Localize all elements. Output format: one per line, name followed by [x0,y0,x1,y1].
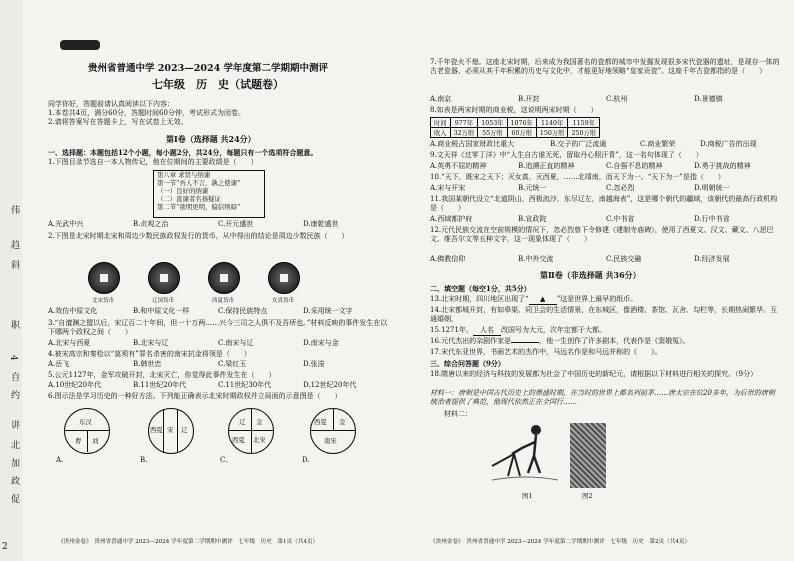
region-label: 辽 [239,418,246,426]
region-label: 南宋 [324,437,337,445]
q11-option-c: C.中书省 [606,215,635,223]
question-10: 10.“天下，既宋之天下；灭女真，灭西夏，……北靖南，而天下为一。“天下为一”是指（ ） [430,173,725,181]
q4-option-b: B.韩世忠 [133,360,162,368]
diagram-letter: B. [140,456,148,464]
question-7: 7.千年瓷火不熄。这座北宋时期，后来成为我国著名的瓷都的城市中发掘发现很多宋代瓷器的遗址，是现存一体的古老瓷器，必须从其千年积累的历史与文化中，才能更好地领略“皇家贡瓷”。这座千年古瓷都指的是（ ） [430,58,780,75]
q2-option-d: D.采用统一文字 [303,307,353,315]
q1-option-d: D.康乾盛世 [303,220,339,228]
answer-blank[interactable]: ▲ [529,295,557,305]
region-label: 宋 [167,426,174,434]
q3-option-a: A.北宋与西夏 [48,339,91,347]
region-label: 西夏 [150,426,163,434]
notice-line: 2.请将答案写在答题卡上，写在试卷上无效。 [48,118,188,126]
contents-line: 第八章 求贤与纳谏 [157,171,211,179]
divider-line [333,409,334,431]
fill-13-text: ”这是世界上最早的纸币。 [556,295,638,303]
subject-title: 七年级 历 史（试题卷） [152,78,284,91]
edge-char: 斜 [9,260,19,269]
fill-16-text: ，他一生创作了许多剧本，代表作是《窦娥冤》。 [539,337,690,345]
fill-15-text: 改国号为大元，次年定都于大都。 [500,326,606,334]
table-header-cell: 1140年 [536,118,568,128]
q7-option-b: B.开封 [518,95,540,103]
divider-line [177,409,178,453]
coin-label: 西夏货币 [211,298,234,304]
coin-label: 辽国货币 [151,298,174,304]
section3-title: 三、综合问答题（9分） [430,359,505,368]
region-label: 北宋 [253,436,266,444]
table-row [431,128,600,138]
q9-option-b: B.追溯正直的精神 [518,162,575,170]
region-label: 辽 [181,426,188,434]
q11-option-d: D.行中书省 [694,215,730,223]
fill-17: 17.宋代东亚世界，书画艺术的杰作中，马远名作是和马远并称的《 》。 [430,348,662,356]
table-header-cell: 时间 [431,118,451,128]
fill-14: 14.北宋都城开封，有如皋渠、同卫会的生活情景，在东城区，像酒楼、茶馆、瓦舍、勾栏等，长期热闹繁华。互通婚姻， [430,306,778,323]
material-1: 材料一：唐朝是中国古代历史上的鼎盛时期，在当时的世界上都名列前茅……唐太宗在位20多年，为后世的唐朝统治者提供了典范，他现代依然正在全国行…… [430,389,775,406]
coin-image [268,262,300,294]
school-seal [60,40,100,50]
q12-option-c: C.民族交融 [606,255,642,263]
part1-title: 第Ⅰ卷（选择题 共24分） [166,134,256,144]
q4-option-d: D.张浚 [303,360,325,368]
part2-title: 第Ⅱ卷（非选择题 共36分） [540,270,641,280]
table-cell: 55万缗 [478,128,507,138]
question-5: 5.公元1127年，金军攻破开封，北宋灭亡，你觉得此事件发生在（ ） [48,371,276,379]
figure-2-image [570,423,606,488]
q10-option-b: B.元统一 [518,184,547,192]
table-cell: 250万缗 [568,128,600,138]
q9-option-a: A.英勇不屈的精神 [430,162,487,170]
contents-line: （一）良好的纳谏 [157,187,209,195]
tax-table [430,117,600,138]
q11-option-b: B.宣政院 [518,215,547,223]
q5-option-a: A.10世纪20年代 [48,381,102,389]
exam-page-1 [48,40,393,545]
q5-option-c: C.11世纪30年代 [218,381,272,389]
divider-line [251,409,252,453]
exam-page-2 [430,18,780,545]
q8-option-d: D.商税广告的出现 [700,140,757,148]
region-label: 曹 [75,437,82,445]
answer-blank[interactable] [511,342,539,343]
region-label: 西夏 [232,436,245,444]
q1-option-a: A.光武中兴 [48,220,84,228]
q8-option-a: A.商业税占国家财政比重大 [430,140,515,148]
q10-option-d: D.明朝统一 [694,184,730,192]
q2-option-c: C.保持民族特点 [218,307,268,315]
contents-line: 第一节“吾人不言，孰之使谏” [157,179,241,187]
question-12: 12.元代民族交流在空前规模的情况下，忽必烈曾下令修建《建制寺庙碑》，使用了西夏文、汉文、藏文、八思巴文、维吾尔文等五种文字，这一现象体现了（ ） [430,226,774,243]
page-footer: 《贵州金卷》 贵州省普通中学 2023—2024 学年度第二学期期中测评 七年级 历史 第2页（共4页） [430,539,691,545]
table-header-cell: 977年 [450,118,478,128]
farmer-plough-figure [490,418,560,493]
question-8: 8.如表是两宋时期的商业税，这说明两宋时期（ ） [430,106,598,114]
section1-title: 一、选择题：本题包括12个小题，每小题2分，共24分，每题只有一个选项符合题意。 [48,148,318,157]
fill-16-text: 16.元代杰出的杂剧作家是 [430,337,512,345]
question-1: 1.下图目录节选自一本人物传记，他在位期间的主要政绩是（ ） [48,158,258,166]
q5-option-d: D.12世纪20年代 [303,381,357,389]
q3-option-d: D.南宋与金 [303,339,339,347]
table-header-cell: 1076年 [507,118,536,128]
question-3: 3.“自澶渊之盟以后，宋辽百二十年间，但一十万两……兴今三司之人俱不及吾所也。”材料反映的事件发生在以下哪两个政权之间（ ） [48,319,388,336]
region-label: 西夏 [314,418,327,426]
q9-option-d: D.勇于挑战的精神 [694,162,751,170]
q3-option-b: B.北宋与辽 [133,339,169,347]
fill-13 [430,295,637,305]
edge-char: 趋 [9,240,19,249]
diagram-letter: C. [220,456,228,464]
q12-option-a: A.佛教信仰 [430,255,466,263]
table-header-cell: 1159年 [568,118,600,128]
q4-option-a: A.岳飞 [48,360,70,368]
q5-option-b: B.11世纪20年代 [133,381,187,389]
coin-image [88,262,120,294]
question-2: 2.下图是北宋时期北宋和周边少数民族政权发行的货币，从中得出的结论是周边少数民族（ ） [48,232,349,240]
edge-char: 加 [9,458,19,467]
q7-option-d: D.景德镇 [694,95,723,103]
q1-option-c: C.开元盛世 [218,220,254,228]
q8-option-c: C.商业繁荣 [640,140,676,148]
coin-label: 女真货币 [271,298,294,304]
figure-1-caption: 图1 [522,492,533,500]
school-title: 贵州省普通中学 2023—2024 学年度第二学期期中测评 [88,63,328,74]
edge-char: 职 [9,320,19,329]
region-label: 东汉 [79,418,92,426]
contents-line: （二）直谏者名扬疑证 [157,195,221,203]
fill-16 [430,337,690,346]
page-number-edge: 2 [2,542,8,552]
q11-option-a: A.西域都护府 [430,215,473,223]
coin-label: 北宋货币 [91,298,114,304]
question-18: 18.隋唐以来的经济与科技的发展都为社会了中国历史的新纪元，请根据以下材料进行相关的探究。（9分） [430,370,758,378]
figure-2-caption: 图2 [582,492,593,500]
edge-char: 自 [9,372,19,381]
question-4: 4.被宋高宗和秦桧以“莫须有”罪名杀害的南宋抗金将领是（ ） [48,350,251,358]
region-label: 金 [256,418,263,426]
binding-edge [0,0,22,561]
table-row [431,118,600,128]
divider-line [87,430,88,452]
notice-line: 1.本卷共4页，满分60分，答题时间60分钟，考试形式为闭卷。 [48,109,245,117]
q2-option-a: A.效仿中原文化 [48,307,98,315]
page-footer: 《贵州金卷》 贵州省普通中学 2023—2024 学年度第二学期期中测评 七年级 历史 第1页（共4页） [58,539,319,545]
table-header-cell: 1053年 [478,118,507,128]
diagram-letter: A. [56,456,64,464]
fill-15-text: 15.1271年， [430,326,473,334]
q3-option-c: C.南宋与辽 [218,339,254,347]
coin-image [148,262,180,294]
edge-char: 北 [9,440,19,449]
question-6: 6.图示法是学习历史的一种好方法。下列能正确表示北宋时期政权并立局面的示意图是（ ） [48,392,342,400]
fill-15 [430,326,606,336]
q4-option-c: C.梁红玉 [218,360,247,368]
region-label: 金 [339,418,346,426]
edge-char: 促 [9,494,19,503]
q1-contents-box [153,170,265,218]
table-cell: 32万缗 [450,128,478,138]
divider-line [163,409,164,453]
edge-char: 政 [9,476,19,485]
edge-char: 伟 [9,205,19,214]
answer-blank[interactable]: 人名 [473,326,501,336]
table-cell: 150万缗 [536,128,568,138]
question-11: 11.我国某朝代设立“北道阴山，西极流沙，东尽辽左，南越海表”，这是哪个朝代的疆域，该朝代的最高行政机构是（ ） [430,195,778,212]
region-label: 刘 [92,437,99,445]
q8-option-b: B.交子的广泛流通 [550,140,607,148]
q10-option-c: C.忽必烈 [606,184,635,192]
edge-char: 约 [9,390,19,399]
question-9: 9.文天祥《过零丁洋》中“人生自古谁无死，留取丹心照汗青”，这一名句体现了（ ） [430,151,703,159]
notice-head: 同学你好，答题前请认真阅读以下内容： [48,100,174,108]
table-cell: 收入 [431,128,451,138]
q1-option-b: B.贞观之治 [133,220,169,228]
q12-option-b: B.中外交流 [518,255,554,263]
coin-image [208,262,240,294]
fill-13-text: 13.北宋时期，四川地区出现了“ [430,295,529,303]
contents-line: 第二节“欲明更明，偏信则暗” [157,203,241,211]
material-2-label: 材料二： [444,410,472,418]
q7-option-c: C.杭州 [606,95,628,103]
q9-option-c: C.自强不息的精神 [606,162,663,170]
edge-char: 讲 [9,420,19,429]
q2-option-b: B.和中原文化一样 [133,307,190,315]
edge-char: 4 [8,355,18,361]
q7-option-a: A.南京 [430,95,452,103]
q10-option-a: A.宋与开宋 [430,184,466,192]
q12-option-d: D.经济发展 [694,255,730,263]
diagram-letter: D. [302,456,310,464]
section2-title: 二、填空题（每空1分，共5分） [430,284,531,293]
table-cell: 60万缗 [507,128,536,138]
